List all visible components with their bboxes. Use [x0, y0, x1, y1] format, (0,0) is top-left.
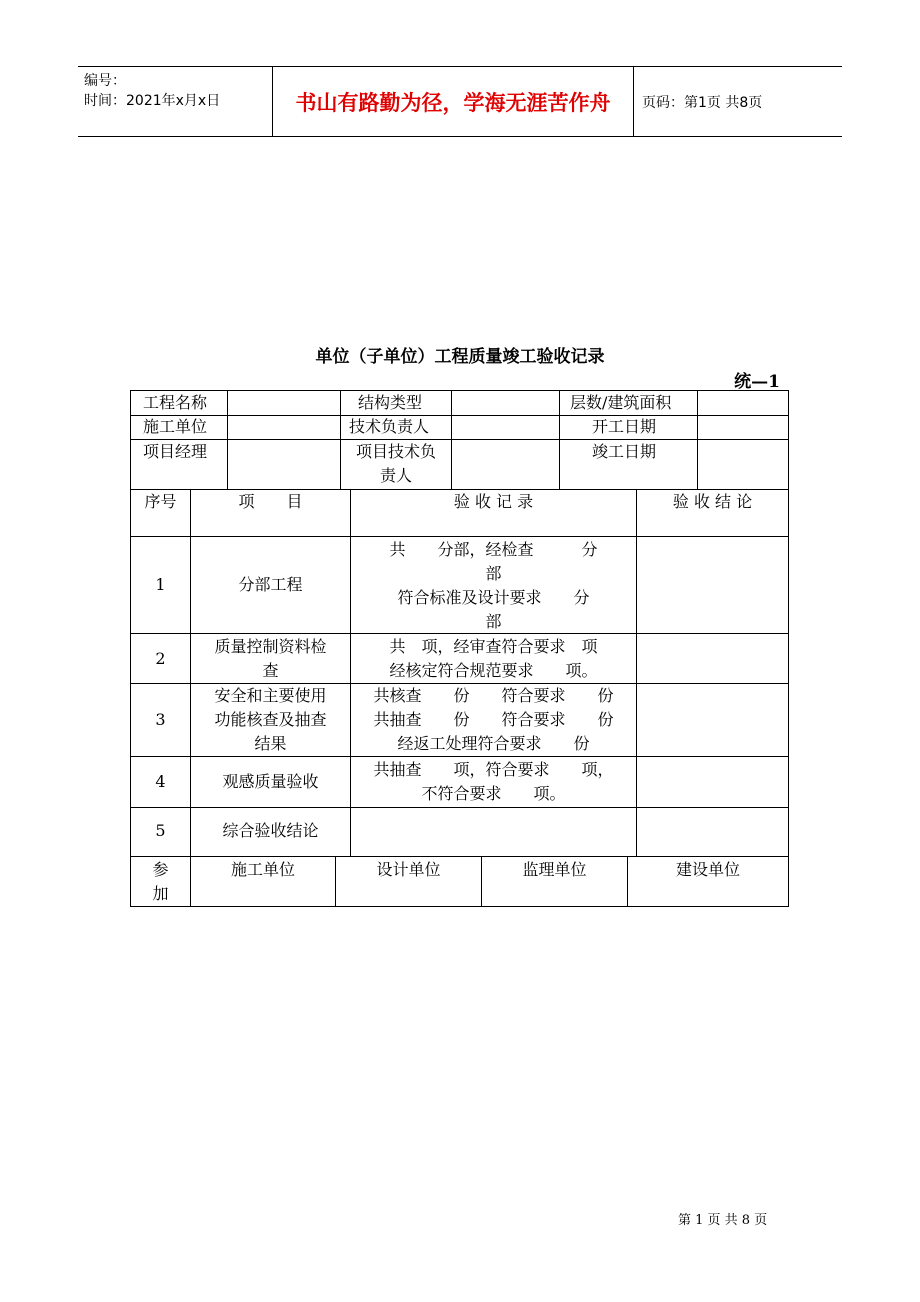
row3-item: [191, 684, 350, 756]
acceptance-record-table: [130, 390, 789, 907]
row2-record: [351, 635, 636, 683]
row1-record: [351, 538, 636, 634]
row2-item-line2: 查: [262, 661, 279, 680]
row4-record-line1: 共抽查 项，符合要求 项，: [373, 760, 614, 779]
label-project-name: 工程名称: [143, 393, 208, 412]
document-number-label: 编号：: [84, 73, 126, 89]
label-project-manager: 项目经理: [143, 442, 208, 461]
page-header: [78, 66, 842, 137]
row1-record-line2: 部: [485, 564, 502, 583]
participants-label-line1: 参: [152, 860, 169, 879]
row3-record-line2: 共抽查 份 符合要求 份: [373, 710, 614, 729]
label-tech-lead: 技术负责人: [349, 417, 430, 436]
row4-item: 观感质量验收: [222, 772, 319, 791]
participant-design-unit: 设计单位: [376, 860, 441, 879]
row1-no: 1: [155, 575, 166, 594]
form-code: 统—1: [734, 372, 780, 392]
label-construction-unit: 施工单位: [143, 417, 208, 436]
label-start-date: 开工日期: [592, 417, 657, 436]
label-project-tech-lead: [341, 440, 451, 488]
row1-record-line3: 符合标准及设计要求 分: [397, 588, 590, 607]
row4-no: 4: [155, 772, 166, 791]
header-motto: 书山有路勤为径，学海无涯苦作舟: [272, 67, 634, 136]
row1-record-line1: 共 分部，经检查 分: [389, 540, 598, 559]
col-header-item: 项 目: [238, 492, 303, 511]
row3-item-line2: 功能核查及抽查: [214, 710, 327, 729]
label-project-tech-lead-line2: 责人: [379, 466, 412, 485]
row2-item: [191, 635, 350, 683]
row2-record-line1: 共 项，经审查符合要求 项: [389, 637, 598, 656]
label-floors-area: 层数/建筑面积: [570, 393, 672, 412]
header-meta: [78, 67, 272, 136]
row3-record-line1: 共核查 份 符合要求 份: [373, 686, 614, 705]
col-header-conclusion: 验 收 结 论: [672, 492, 753, 511]
label-structure-type: 结构类型: [358, 393, 423, 412]
row3-item-line3: 结果: [254, 734, 287, 753]
header-page-label: 页码：第1页 共8页: [642, 94, 763, 111]
row5-item: 综合验收结论: [222, 821, 319, 840]
col-header-record: 验 收 记 录: [453, 492, 534, 511]
footer-page-number: 第 1 页 共 8 页: [678, 1213, 768, 1228]
row3-record-line3: 经返工处理符合要求 份: [397, 734, 590, 753]
row2-no: 2: [155, 649, 166, 668]
participant-construction-unit: 施工单位: [230, 860, 295, 879]
row4-record: [351, 758, 636, 806]
participants-label: [131, 858, 190, 906]
participant-supervision-unit: 监理单位: [522, 860, 587, 879]
row2-item-line1: 质量控制资料检: [214, 637, 327, 656]
col-header-seq: 序号: [144, 492, 177, 511]
label-completion-date: 竣工日期: [592, 442, 657, 461]
participants-label-line2: 加: [152, 884, 169, 903]
label-project-tech-lead-line1: 项目技术负: [355, 442, 436, 461]
document-title: 单位（子单位）工程质量竣工验收记录: [315, 347, 605, 367]
row1-item: 分部工程: [238, 575, 303, 594]
row4-record-line2: 不符合要求 项。: [421, 784, 566, 803]
row5-no: 5: [155, 821, 166, 840]
row3-record: [351, 684, 636, 756]
participant-owner-unit: 建设单位: [675, 860, 740, 879]
row2-record-line2: 经核定符合规范要求 项。: [389, 661, 598, 680]
row1-record-line4: 部: [485, 612, 502, 631]
row3-item-line1: 安全和主要使用: [214, 686, 327, 705]
row3-no: 3: [155, 710, 166, 729]
document-time-label: 时间：2021年x月x日: [84, 93, 221, 109]
